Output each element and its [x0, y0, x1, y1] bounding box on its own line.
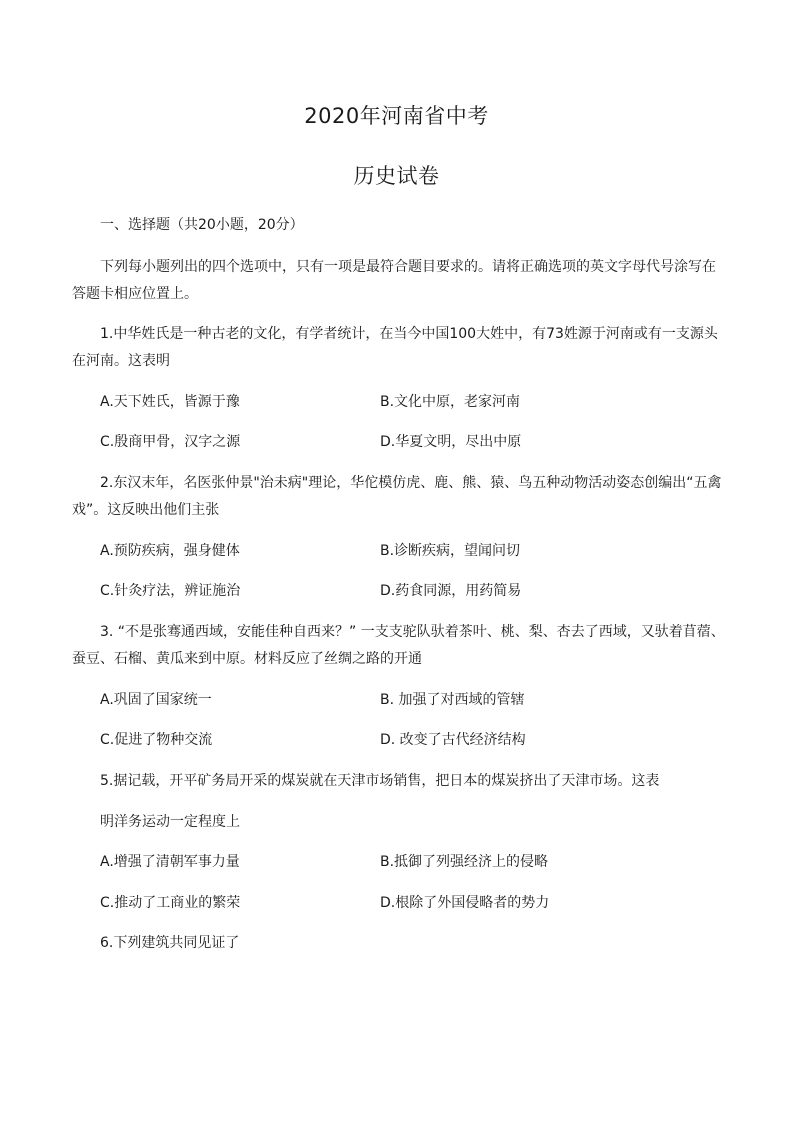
question-5-option-b: B.抵御了列强经济上的侵略 — [380, 854, 549, 870]
question-1-option-d: D.华夏文明，尽出中原 — [380, 434, 522, 450]
question-5-option-c: C.推动了工商业的繁荣 — [100, 895, 241, 911]
question-5-option-a: A.增强了清朝军事力量 — [100, 854, 240, 870]
question-2-option-c: C.针灸疗法，辨证施治 — [100, 583, 241, 599]
question-1-stem-line-2: 在河南。这表明 — [72, 353, 170, 369]
question-1-option-c: C.殷商甲骨，汉字之源 — [100, 434, 241, 450]
question-1-stem-line-1: 1.中华姓氏是一种古老的文化，有学者统计，在当今中国100大姓中，有73姓源于河南或有一支源头 — [100, 326, 718, 342]
question-5-stem-line-1: 5.据记载，开平矿务局开采的煤炭就在天津市场销售，把日本的煤炭挤出了天津市场。这表 — [100, 773, 660, 789]
question-2-option-a: A.预防疾病，强身健体 — [100, 543, 240, 559]
question-6-stem-line-1: 6.下列建筑共同见证了 — [100, 935, 240, 951]
question-2-stem-line-2: 戏”。这反映出他们主张 — [72, 502, 220, 518]
section-heading: 一、选择题（共20小题，20分） — [100, 217, 304, 233]
question-2-option-b: B.诊断疾病，望闻问切 — [380, 543, 521, 559]
instruction-line-1: 下列每小题列出的四个选项中，只有一项是最符合题目要求的。请将正确选项的英文字母代号涂写在 — [100, 259, 716, 275]
question-5-option-d: D.根除了外国侵略者的势力 — [380, 895, 550, 911]
question-2-option-d: D.药食同源，用药简易 — [380, 583, 522, 599]
question-3-option-c: C.促进了物种交流 — [100, 732, 213, 748]
exam-subtitle: 历史试卷 — [353, 164, 440, 188]
question-1-option-a: A.天下姓氏，皆源于豫 — [100, 394, 240, 410]
question-3-option-b: B. 加强了对西域的管辖 — [380, 692, 525, 708]
question-3-stem-line-2: 蚕豆、石榴、黄瓜来到中原。材料反应了丝绸之路的开通 — [72, 651, 422, 667]
instruction-line-2: 答题卡相应位置上。 — [72, 286, 198, 302]
question-3-option-d: D. 改变了古代经济结构 — [380, 732, 526, 748]
question-5-stem-line-2: 明洋务运动一定程度上 — [100, 814, 240, 830]
question-2-stem-line-1: 2.东汉末年，名医张仲景"治未病"理论，华佗模仿虎、鹿、熊、猿、鸟五种动物活动姿态创编出“五禽 — [100, 475, 722, 491]
question-1-option-b: B.文化中原，老家河南 — [380, 394, 521, 410]
question-3-option-a: A.巩固了国家统一 — [100, 692, 212, 708]
exam-title: 2020年河南省中考 — [304, 104, 489, 128]
question-3-stem-line-1: 3. “不是张骞通西域，安能佳种自西来？” 一支支驼队驮着茶叶、桃、梨、杏去了西域，又驮着苜蓿、 — [100, 624, 725, 640]
